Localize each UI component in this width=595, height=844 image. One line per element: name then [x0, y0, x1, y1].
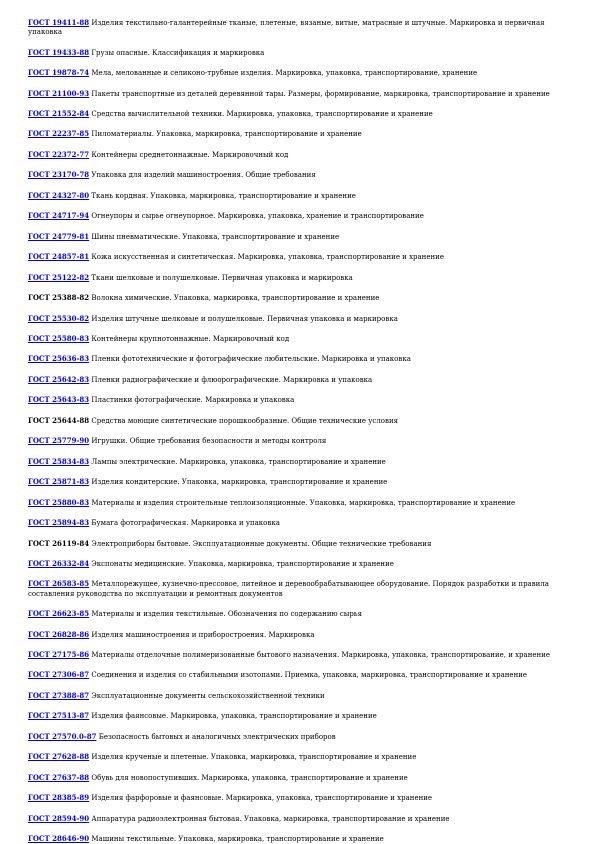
standard-entry [28, 375, 555, 385]
standard-code-link[interactable]: ГОСТ 25122-82 [28, 272, 90, 282]
standard-entry [28, 314, 555, 324]
standard-description: Машины текстильные. Упаковка, маркировка, транспортирование и хранение [91, 835, 384, 844]
standard-entry [28, 579, 555, 598]
standard-code-link[interactable]: ГОСТ 26623-85 [28, 609, 90, 619]
standard-description: Мела, мелованные и селиконо-трубные изделия. Маркировка, упаковка, транспортирование, хранение [91, 69, 478, 78]
standard-description: Материалы и изделия текстильные. Обозначения по содержанию сырья [91, 610, 363, 619]
standard-entry [28, 477, 555, 487]
standard-entry [28, 416, 555, 426]
standard-entry [28, 170, 555, 180]
standard-code-link[interactable]: ГОСТ 25643-83 [28, 395, 90, 405]
standard-description: Волокна химические. Упаковка, маркировка, транспортирование и хранение [91, 294, 380, 303]
standard-description: Игрушки. Общие требования безопасности и методы контроля [91, 437, 327, 446]
standard-code-link[interactable]: ГОСТ 25642-83 [28, 374, 90, 384]
standard-entry [28, 773, 555, 783]
standard-code-link[interactable]: ГОСТ 26583-85 [28, 579, 90, 589]
standard-code-link[interactable]: ГОСТ 24779-81 [28, 231, 90, 241]
standard-code-link[interactable]: ГОСТ 27513-87 [28, 711, 90, 721]
standard-code-link[interactable]: ГОСТ 28646-90 [28, 834, 90, 844]
standard-entry [28, 793, 555, 803]
standard-code-link[interactable]: ГОСТ 25834-83 [28, 456, 90, 466]
standard-description: Контейнеры крупнотоннажные. Маркировочный код [91, 335, 290, 343]
standard-description: Средства моющие синтетические порошкообразные. Общие технические условия [91, 416, 399, 425]
standard-description: Изделия кондитерские. Упаковка, маркировка, транспортирование и хранение [91, 478, 388, 487]
standard-code-link[interactable]: ГОСТ 21100-93 [28, 88, 90, 98]
standard-code-link[interactable]: ГОСТ 27306-87 [28, 670, 90, 680]
standard-description: Ткань кордная. Упаковка, маркировка, транспортирование и хранение [91, 191, 356, 200]
standard-entry [28, 752, 555, 762]
standard-description: Экспонаты медицинские. Упаковка, маркировка, транспортирование и хранение [91, 559, 394, 568]
standard-entry [28, 191, 555, 201]
standard-description: Контейнеры среднетоннажные. Маркировочный код [91, 150, 289, 159]
standard-description: Изделия крученые и плетеные. Упаковка, маркировка, транспортирование и хранение [91, 753, 417, 762]
standard-entry [28, 609, 555, 619]
standard-entry [28, 334, 555, 344]
standard-description: Пакеты транспортные из деталей деревянной тары. Размеры, формирование, маркировка, транспортирование и хранение [91, 89, 550, 98]
standard-entry [28, 150, 555, 160]
standard-entry [28, 630, 555, 640]
standard-description: Грузы опасные. Классификация и маркировка [91, 48, 265, 57]
standard-code-link[interactable]: ГОСТ 22237-85 [28, 129, 90, 139]
standard-code-link[interactable]: ГОСТ 28594-90 [28, 813, 90, 823]
standard-entry [28, 559, 555, 569]
standard-entry [28, 650, 555, 660]
gost-standards-list [28, 18, 555, 844]
standard-entry [28, 539, 555, 549]
standard-description: Ткани шелковые и полушелковые. Первичная упаковка и маркировка [91, 273, 353, 282]
standard-code-link[interactable]: ГОСТ 25636-83 [28, 354, 90, 364]
standard-code-link[interactable]: ГОСТ 25871-83 [28, 477, 90, 487]
standard-description: Эксплуатационные документы сельскохозяйственной техники [91, 691, 325, 700]
standard-description: Изделия фаянсовые. Маркировка, упаковка, транспортирование и хранение [91, 712, 377, 721]
standard-entry [28, 518, 555, 528]
standard-description: Изделия текстильно-галантерейные тканые, плетеные, вязаные, витые, матрасные и штучные. Маркировка и первичная упаковка [28, 19, 545, 37]
standard-description: Пленки фототехнические и фотографические любительские. Маркировка и упаковка [91, 355, 411, 364]
standard-entry [28, 129, 555, 139]
standard-description: Обувь для новопоступивших. Маркировка, упаковка, транспортирование и хранение [91, 773, 408, 782]
standard-entry [28, 293, 555, 303]
standard-entry [28, 691, 555, 701]
standard-code-link[interactable]: ГОСТ 27388-87 [28, 690, 90, 700]
standard-entry [28, 354, 555, 364]
standard-description: Упаковка для изделий машиностроения. Общие требования [91, 171, 316, 180]
standard-code-link[interactable]: ГОСТ 21552-84 [28, 109, 90, 119]
standard-entry [28, 18, 555, 37]
standard-entry [28, 436, 555, 446]
standard-entry [28, 834, 555, 844]
standard-code-link[interactable]: ГОСТ 26332-84 [28, 558, 90, 568]
standard-code-link[interactable]: ГОСТ 25580-83 [28, 334, 90, 343]
standard-entry [28, 211, 555, 221]
standard-description: Кожа искусственная и синтетическая. Маркировка, упаковка, транспортирование и хранение [91, 253, 444, 262]
standard-entry [28, 232, 555, 242]
standard-description: Бумага фотографическая. Маркировка и упаковка [91, 519, 280, 528]
standard-entry [28, 498, 555, 508]
standard-code-link[interactable]: ГОСТ 19878-74 [28, 68, 90, 78]
standard-description: Пластинки фотографические. Маркировка и упаковка [91, 396, 295, 405]
standard-code-link[interactable]: ГОСТ 24717-94 [28, 211, 90, 221]
standard-code-link[interactable]: ГОСТ 25894-83 [28, 518, 90, 528]
standard-code-link[interactable]: ГОСТ 25530-82 [28, 313, 90, 323]
standard-code: ГОСТ 26119-84 [28, 538, 90, 548]
standard-code-link[interactable]: ГОСТ 24327-80 [28, 190, 90, 200]
standard-entry [28, 457, 555, 467]
standard-description: Соединения и изделия со стабильными изотопами. Приемка, упаковка, маркировка, транспортирование и хранение [91, 671, 528, 680]
standard-code-link[interactable]: ГОСТ 19433-88 [28, 47, 90, 57]
standard-entry [28, 395, 555, 405]
standard-description: Электроприборы бытовые. Эксплуатационные документы. Общие технические требования [91, 539, 432, 548]
standard-code: ГОСТ 25644-88 [28, 415, 90, 425]
standard-description: Пленки радиографические и флюорографические. Маркировка и упаковка [91, 375, 373, 384]
standard-entry [28, 252, 555, 262]
standard-code-link[interactable]: ГОСТ 25880-83 [28, 497, 90, 507]
standard-entry [28, 68, 555, 78]
standard-description: Лампы электрические. Маркировка, упаковка, транспортирование и хранение [91, 457, 386, 466]
standard-description: Средства вычислительной техники. Маркировка, упаковка, транспортирование и хранение [91, 110, 433, 119]
standard-entry [28, 711, 555, 721]
standard-code-link[interactable]: ГОСТ 22372-77 [28, 149, 90, 159]
standard-entry [28, 670, 555, 680]
standard-description: Изделия штучные шелковые и полушелковые. Первичная упаковка и маркировка [91, 314, 398, 323]
standard-entry [28, 273, 555, 283]
standard-code: ГОСТ 25388-82 [28, 293, 90, 303]
standard-code-link[interactable]: ГОСТ 27637-88 [28, 772, 90, 782]
standard-code-link[interactable]: ГОСТ 28385-89 [28, 793, 90, 803]
standard-entry [28, 48, 555, 58]
standard-description: Изделия фарфоровые и фаянсовые. Маркировка, упаковка, транспортирование и хранение [91, 794, 433, 803]
standard-description: Изделия машиностроения и приборостроения. Маркировка [91, 630, 315, 639]
standard-description: Шины пневматические. Упаковка, транспортирование и хранение [91, 232, 340, 241]
standard-description: Материалы и изделия строительные теплоизоляционные. Упаковка, маркировка, транспортирование и хранение [91, 498, 516, 507]
standard-description: Материалы отделочные полимеризованные бытового назначения. Маркировка, упаковка, транспортирование, и хранение [91, 651, 550, 659]
standard-entry [28, 89, 555, 99]
standard-description: Аппаратура радиоэлектронная бытовая. Упаковка, маркировка, транспортирование и хранение [91, 814, 450, 823]
standard-code-link[interactable]: ГОСТ 27628-88 [28, 752, 90, 762]
standard-description: Пиломатериалы. Упаковка, маркировка, транспортирование и хранение [91, 130, 362, 139]
standard-description: Огнеупоры и сырье огнеупорное. Маркировка, упаковка, хранение и транспортирование [91, 212, 424, 221]
standard-description: Металлорежущее, кузнечно-прессовое, литейное и деревообрабатывающее оборудование. Порядок разработки и правила составления руководства по эксплуатации и ремонтных документов [28, 580, 549, 598]
standard-code-link[interactable]: ГОСТ 25779-90 [28, 436, 90, 446]
standard-code-link[interactable]: ГОСТ 23170-78 [28, 170, 90, 180]
standard-entry [28, 732, 555, 742]
standard-code-link[interactable]: ГОСТ 19411-88 [28, 18, 90, 27]
standard-code-link[interactable]: ГОСТ 26828-86 [28, 629, 90, 639]
standard-code-link[interactable]: ГОСТ 27570.0-87 [28, 731, 97, 741]
standard-code-link[interactable]: ГОСТ 27175-86 [28, 650, 90, 659]
standard-entry [28, 109, 555, 119]
standard-description: Безопасность бытовых и аналогичных электрических приборов [98, 732, 336, 741]
standard-code-link[interactable]: ГОСТ 24857-81 [28, 252, 90, 262]
standard-entry [28, 814, 555, 824]
